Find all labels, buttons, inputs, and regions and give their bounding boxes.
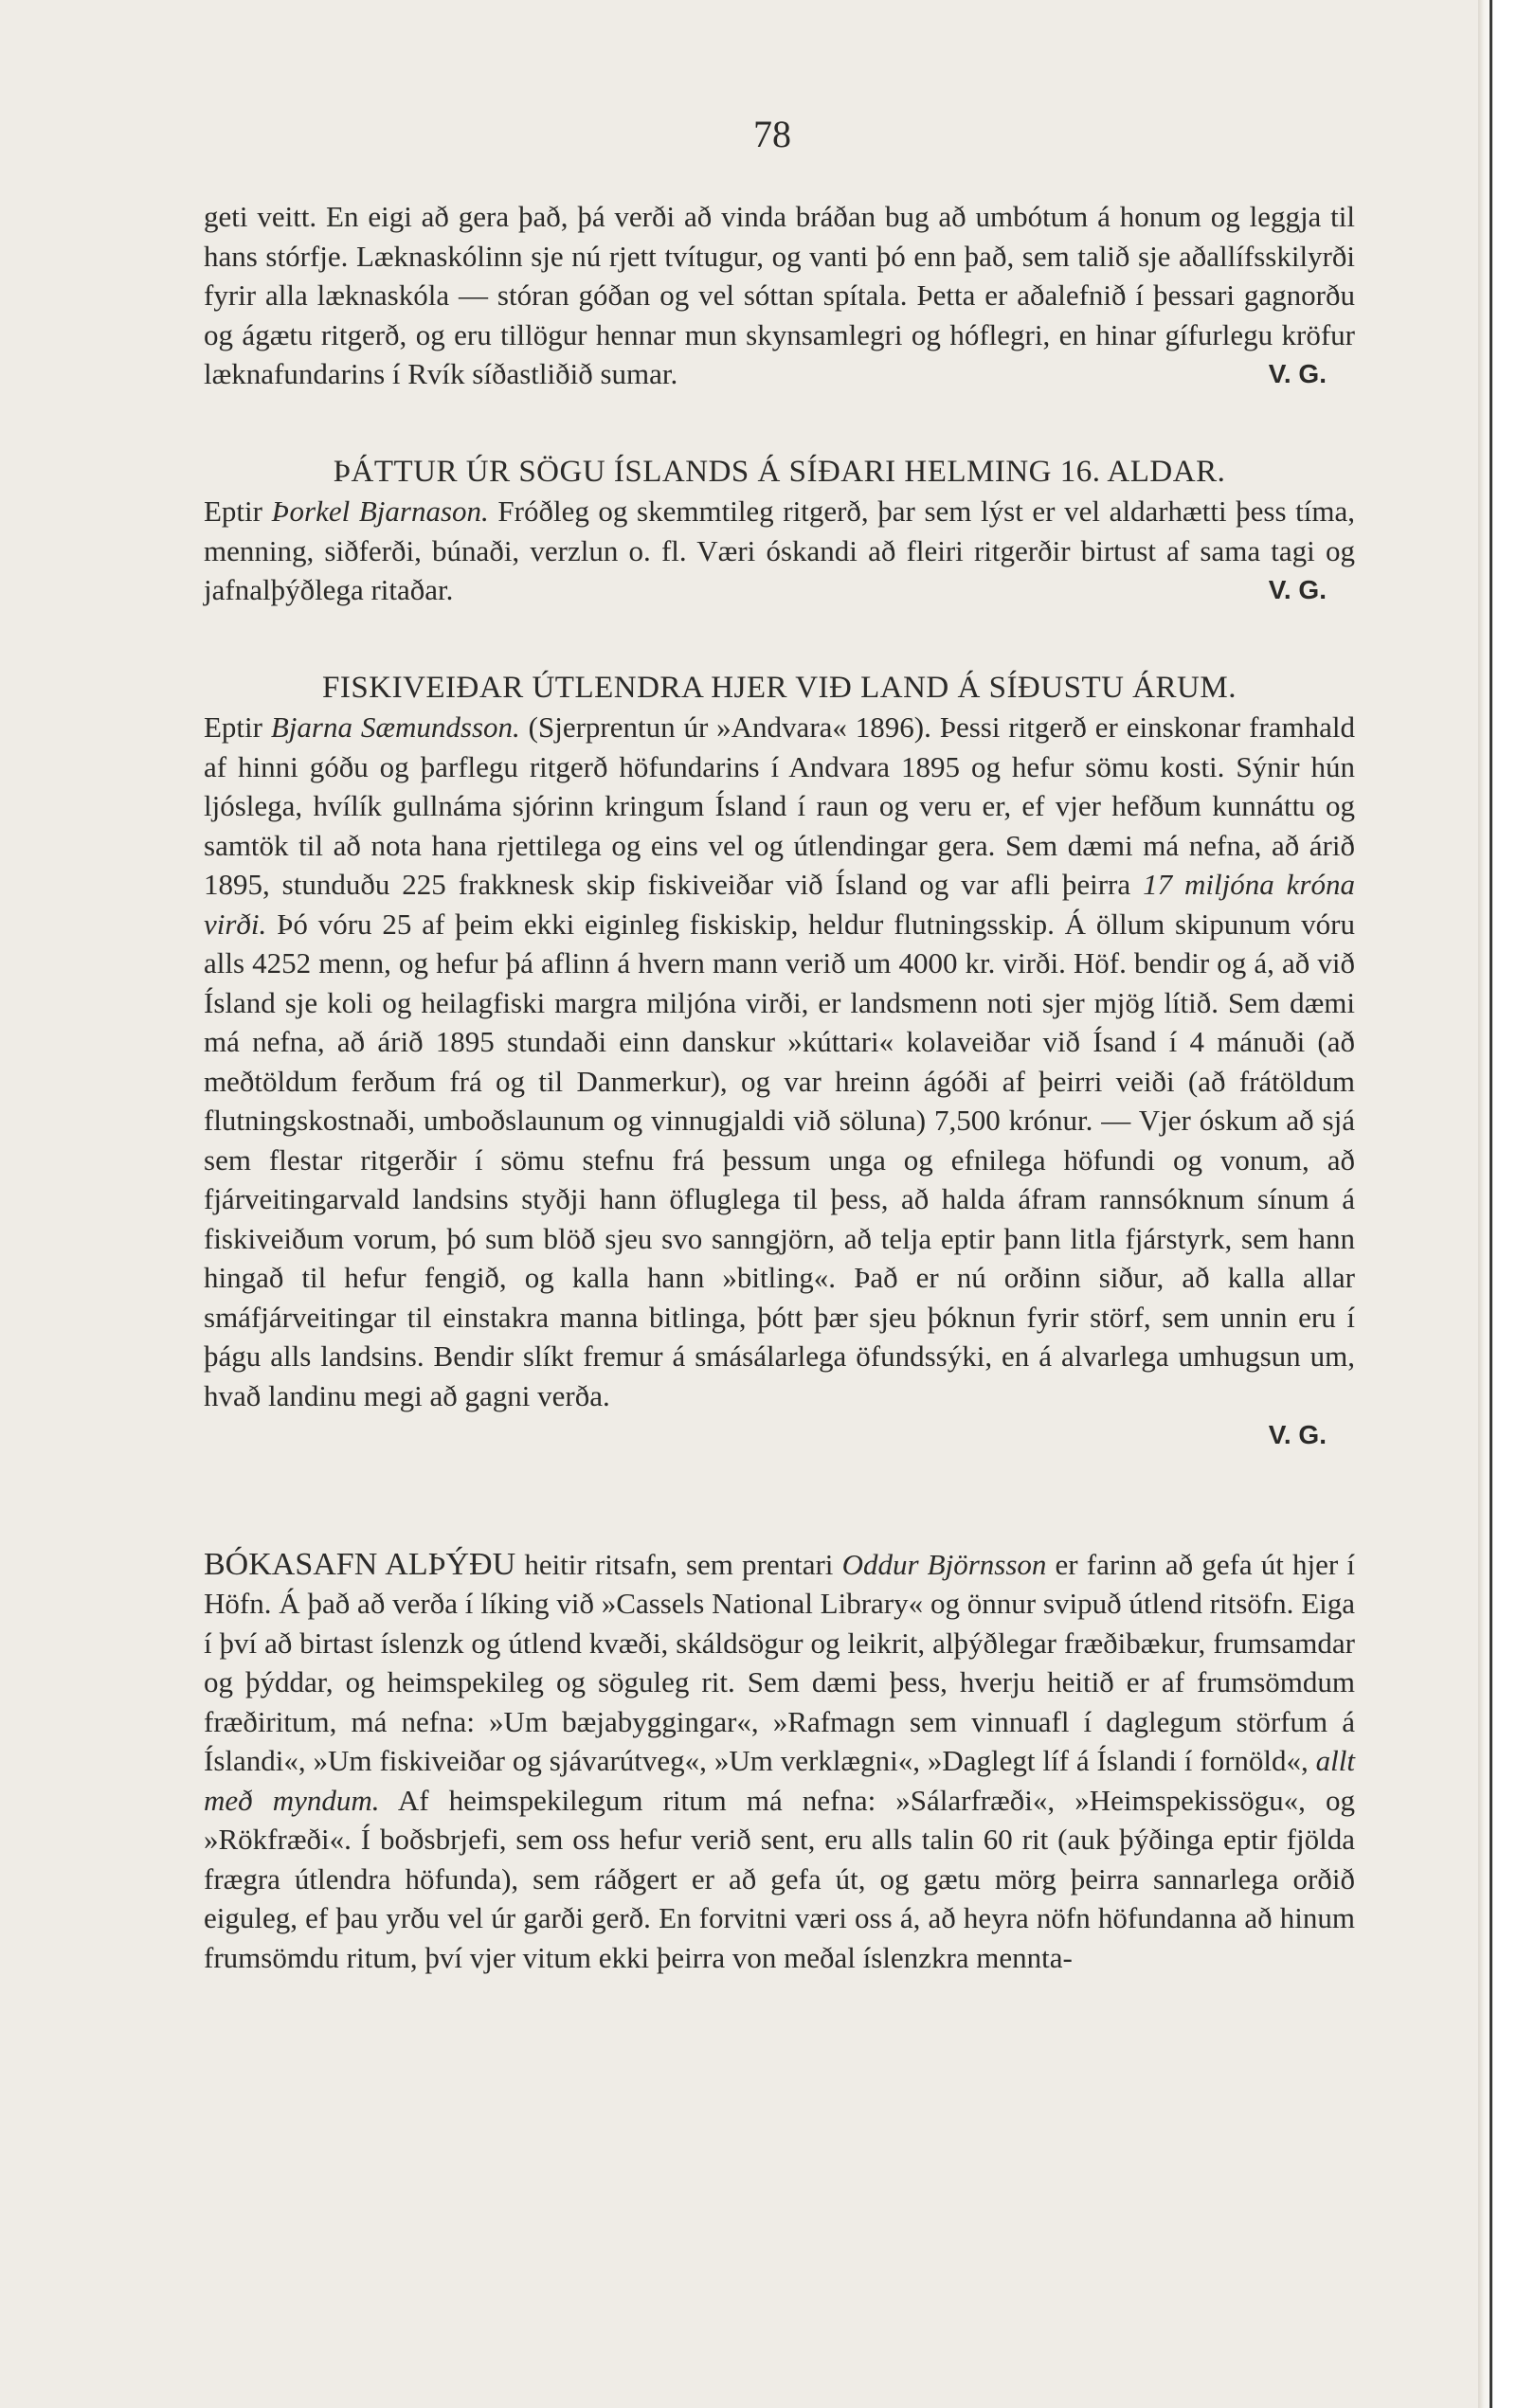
review-body: Eptir Þorkel Bjarnason. Fróðleg og skemmtileg ritgerð, þar sem lýst er vel aldarhætti þess tíma, menning, siðferði, búnaði, verzlun o. fl. Væri óskandi að fleiri ritgerðir birtust af sama tagi og jafnalþýðlega ritaðar. bbox=[204, 494, 1356, 606]
review-signature: V. G. bbox=[1268, 575, 1327, 604]
review-heading: FISKIVEIÐAR ÚTLENDRA HJER VIÐ LAND Á SÍÐUSTU ÁRUM. bbox=[322, 670, 1237, 705]
page-content bbox=[204, 197, 1355, 1977]
review-bokasafn bbox=[204, 1545, 1355, 1978]
review-heading: ÞÁTTUR ÚR SÖGU ÍSLANDS Á SÍÐARI HELMING 16. ALDAR. bbox=[333, 454, 1226, 489]
review-thattur bbox=[204, 453, 1355, 610]
review-signature: V. G. bbox=[1268, 1420, 1327, 1449]
review-signature: V. G. bbox=[1268, 359, 1327, 388]
emphasis-text: 17 miljóna króna virði. bbox=[204, 868, 1355, 941]
page-number: 78 bbox=[753, 113, 791, 155]
review-continuation bbox=[204, 197, 1355, 394]
review-body: geti veitt. En eigi að gera það, þá verði að vinda bráðan bug að umbótum á honum og leggja til hans stórfje. Læknaskólinn sje nú rjett tvítugur, og vanti þó enn það, sem talið sje aðallífsskilyrði fyrir alla læknaskóla — stóran góðan og vel sóttan spítala. Þetta er aðalefnið í þessari gagnorðu og ágætu ritgerð, og eru tillögur hennar mun skynsamlegri og hóflegri, en hinar gífurlegu kröfur læknafundarins í Rvík síðastliðið sumar. bbox=[204, 200, 1355, 390]
binding-line bbox=[1490, 0, 1492, 2408]
page-edge bbox=[1478, 0, 1517, 2408]
review-lead-caps: BÓKASAFN ALÞÝÐU bbox=[204, 1546, 516, 1582]
author-name: Þorkel Bjarnason. bbox=[271, 494, 489, 528]
emphasis-text: Oddur Björnsson bbox=[841, 1547, 1047, 1581]
emphasis-text: allt með myndum. bbox=[204, 1744, 1356, 1817]
review-body: BÓKASAFN ALÞÝÐU heitir ritsafn, sem prentari Oddur Björnsson er farinn að gefa út hjer í Höfn. Á það að verða í líking við »Cassels National Library« og önnur svipuð útlend ritsöfn. Eiga í því að birtast íslenzk og útlend kvæði, skáldsögur og leikrit, alþýðlegar fræðibækur, frumsamdar og þýddar, og heimspekileg og söguleg rit. Sem dæmi þess, hverju heitið er af frumsömdum fræðiritum, má nefna: »Um bæjabyggingar«, »Rafmagn sem vinnuafl í daglegum störfum á Íslandi«, »Um fiskiveiðar og sjávarútveg«, »Um verklægni«, »Daglegt líf á Íslandi í fornöld«, allt með myndum. Af heimspekilegum ritum má nefna: »Sálarfræði«, »Heimspekissögu«, og »Rökfræði«. Í boðsbrjefi, sem oss hefur verið sent, eru alls talin 60 rit (auk þýðinga eptir fjölda frægra útlendra höfunda), sem ráðgert er að gefa út, og gætu mörg þeirra sannarlega orðið eiguleg, ef þau yrðu vel úr garði gerð. En forvitni væri oss á, að heyra nöfn höfundanna að hinum frumsömdu ritum, því vjer vitum ekki þeirra von meðal íslenzkra mennta- bbox=[204, 1546, 1356, 1974]
review-fiskiveidar bbox=[204, 669, 1355, 1455]
author-name: Bjarna Sæmundsson. bbox=[270, 710, 520, 744]
review-body: Eptir Bjarna Sæmundsson. (Sjerprentun úr »Andvara« 1896). Þessi ritgerð er einskonar framhald af hinni góðu og þarflegu ritgerð höfundarins í Andvara 1895 og hefur sömu kosti. Sýnir hún ljóslega, hvílík gullnáma sjórinn kringum Ísland í raun og veru er, ef vjer hefðum kunnáttu og samtök til að nota hana rjettilega og eins vel og útlendingar gera. Sem dæmi má nefna, að árið 1895, stunduðu 225 frakknesk skip fiskiveiðar við Ísland og var afli þeirra 17 miljóna króna virði. Þó vóru 25 af þeim ekki eiginleg fiskiskip, heldur flutningsskip. Á öllum skipunum vóru alls 4252 menn, og hefur þá aflinn á hvern mann verið um 4000 kr. virði. Höf. bendir og á, að við Ísland sje koli og heilagfiski margra miljóna virði, er landsmenn noti sjer mjög lítið. Sem dæmi má nefna, að árið 1895 stundaði einn danskur »kúttari« kolaveiðar við Ísand í 4 mánuði (að meðtöldum ferðum frá og til Danmerkur), og var hreinn ágóði af þeirri veiði (að frátöldum flutningskostnaði, umboðslaunum og vinnugjaldi við söluna) 7,500 krónur. — Vjer óskum að sjá sem flestar ritgerðir í sömu stefnu frá þessum unga og efnilega höfundi og vonum, að fjárveitingarvald landsins styðji hann öfluglega til þess, að halda áfram rannsóknum sínum á fiskiveiðum vorum, þó sum blöð sjeu svo sanngjörn, að telja eptir þann litla fjárstyrk, sem hann hingað til hefur fengið, og kalla hann »bitling«. Það er nú orðinn siður, að kalla allar smáfjárveitingar til einstakra manna bitlinga, þótt þær sjeu þóknun fyrir störf, sem unnin eru í þágu alls landsins. Bendir slíkt fremur á smásálarlega öfundssýki, en á alvarlega umhugsun um, hvað landinu megi að gagni verða. bbox=[204, 710, 1356, 1412]
